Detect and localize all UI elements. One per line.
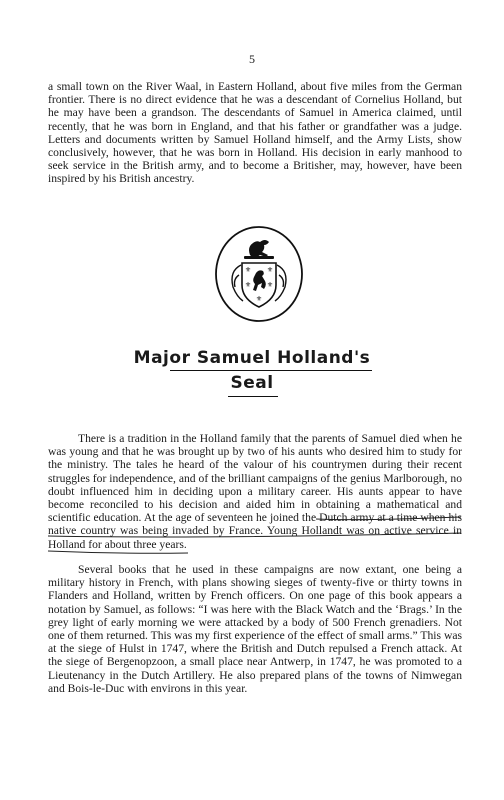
seal-caption-underline-2 xyxy=(228,396,278,397)
paragraph-2: There is a tradition in the Holland family that the parents of Samuel died when he was young and that he was brought up by two of his aunts who desired him to study for the ministry. The tales he heard of the valour of his countrymen during their recent struggles for independence, and of the brilliant campaigns of the genius Marlborough, no doubt influenced him in deciding upon a military career. His aunts appear to have become reconciled to his decision and aided him in obtaining a mathematical and scientific education. At the age of seventeen he joined the Dutch army at a time when his native country was being invaded by France. Young Hollandt was on active service in Holland for about three years. xyxy=(48,432,462,551)
svg-text:⚜: ⚜ xyxy=(266,266,274,274)
shield-lion-icon xyxy=(253,270,266,291)
seal-caption-line-2: Seal xyxy=(230,373,274,393)
svg-text:⚜: ⚜ xyxy=(244,266,252,274)
seal-caption-line-1: Major Samuel Holland's xyxy=(133,348,371,368)
seal-caption-underline-1 xyxy=(170,370,372,371)
svg-text:⚜: ⚜ xyxy=(255,295,263,303)
paragraph-1: a small town on the River Waal, in Eastern Holland, about five miles from the German frontier. There is no direct evidence that he was a descendant of Cornelius Holland, but he may have been a grandson. The descendants of Samuel in America claimed, until recently, that he was born in England, and that his father or grandfather was a judge. Letters and documents written by Samuel Holland himself, and the Army Lists, show conclusively, however, that he was born in Holland. His decision in early manhood to seek service in the British army, and to become a Britisher, may, however, have been inspired by his British ancestry. xyxy=(48,80,462,186)
svg-text:⚜: ⚜ xyxy=(244,281,252,289)
page-number: 5 xyxy=(249,52,255,66)
paragraph-3: Several books that he used in these campaigns are now extant, one being a military history in French, with plans showing sieges of twenty-five or thirty towns in Flanders and Holland, written by French officers. On one page of this book appears a notation by Samuel, as follows: “I was here with the Black Watch and the ‘Brags.’ In the grey light of early morning we were attacked by a body of 500 French grenadiers. Not one of them returned. This was my first experience of the effect of small arms.” This was at the siege of Hulst in 1747, where the British and Dutch repulsed a French attack. At the siege of Bergenopzoon, a small place near Antwerp, in 1747, he was promoted to a Lieutenancy in the Dutch Artillery. He also prepared plans of the towns of Nimwegan and Bois-le-Duc with environs in this year. xyxy=(48,563,462,695)
seal-image xyxy=(214,225,304,323)
crest-lion-icon xyxy=(244,240,274,259)
svg-text:⚜: ⚜ xyxy=(266,281,274,289)
